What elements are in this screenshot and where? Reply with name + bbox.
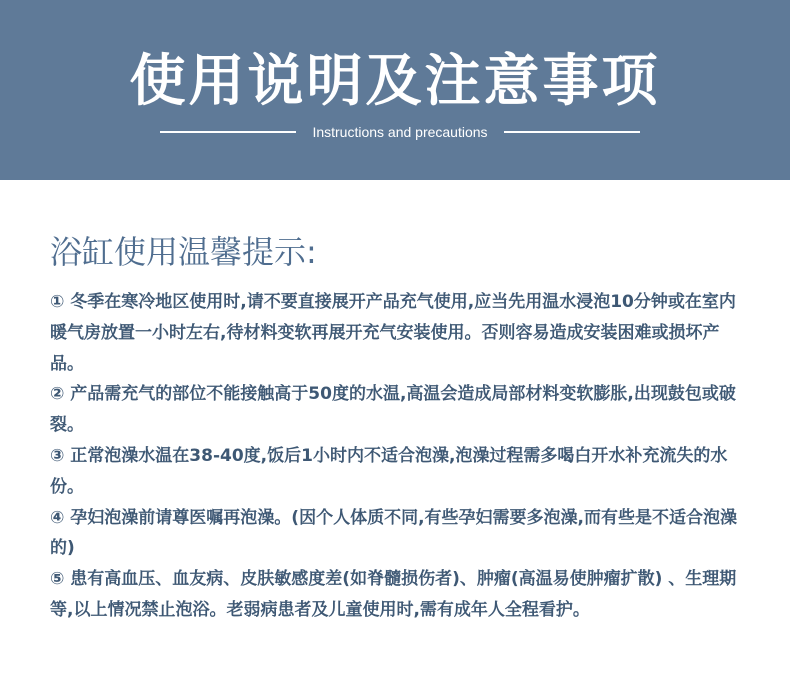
tip-item: ② 产品需充气的部位不能接触高于50度的水温,高温会造成局部材料变软膨胀,出现鼓包或破裂。 (50, 384, 736, 436)
tip-item: ④ 孕妇泡澡前请尊医嘱再泡澡。(因个人体质不同,有些孕妇需要多泡澡,而有些是不适合泡澡的) (50, 507, 737, 559)
left-divider (160, 131, 296, 133)
tips-list (50, 287, 750, 626)
subtitle-row (160, 121, 640, 143)
tip-item: ⑤ 患有高血压、血友病、皮肤敏感度差(如脊髓损伤者)、肿瘤(高温易使肿瘤扩散) 、生理期等,以上情况禁止泡浴。老弱病患者及儿童使用时,需有成年人全程看护。 (50, 569, 737, 620)
page-subtitle: Instructions and precautions (312, 124, 488, 140)
right-divider (504, 131, 640, 133)
tip-item: ③ 正常泡澡水温在38-40度,饭后1小时内不适合泡澡,泡澡过程需多喝白开水补充流失的水份。 (50, 445, 728, 497)
page-title: 使用说明及注意事项 (129, 49, 661, 114)
section-heading: 浴缸使用温馨提示: (50, 233, 317, 271)
tip-item: ① 冬季在寒冷地区使用时,请不要直接展开产品充气使用,应当先用温水浸泡10分钟或在室内暖气房放置一小时左右,待材料变软再展开充气安装使用。否则容易造成安装困难或损坏产品。 (50, 292, 736, 374)
header-banner (0, 0, 790, 180)
